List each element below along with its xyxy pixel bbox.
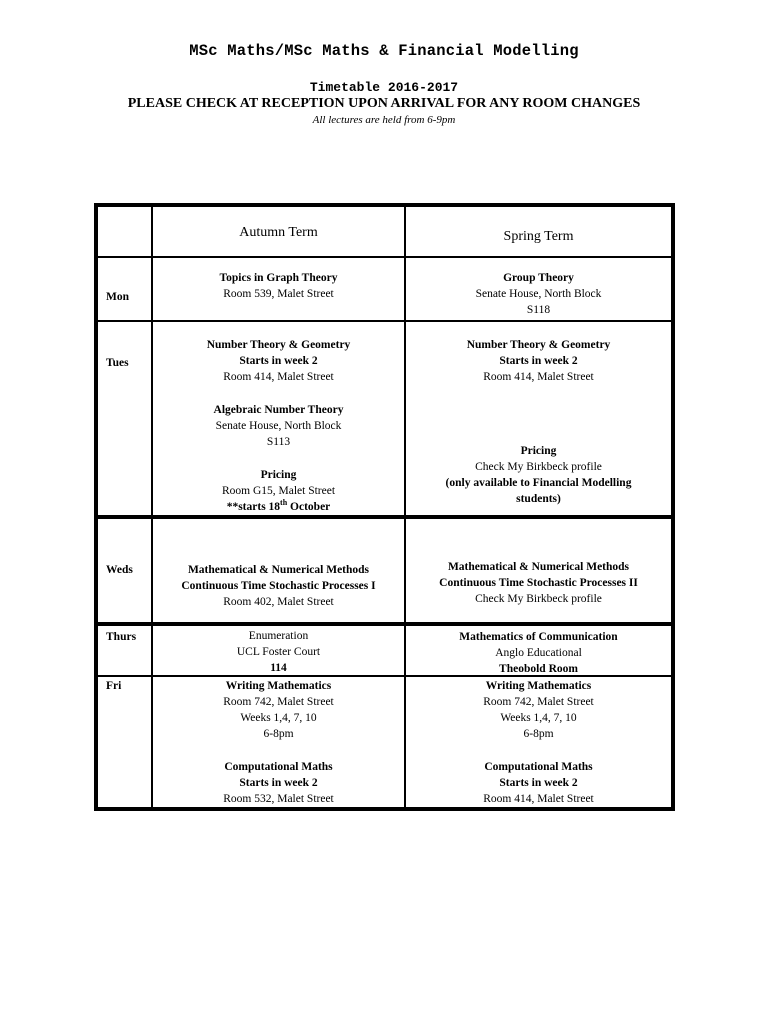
course-location: Senate House, North Block — [215, 420, 342, 432]
course-location: Room 532, Malet Street — [223, 793, 334, 805]
course-weeks: Weeks 1,4, 7, 10 — [500, 712, 577, 724]
course-location: Room G15, Malet Street — [221, 485, 336, 497]
day-thurs: Thurs — [98, 626, 151, 675]
thurs-autumn-cell — [153, 626, 404, 675]
lecture-time-note: All lectures are held from 6-9pm — [312, 114, 456, 126]
course-title: Mathematical & Numerical Methods — [187, 564, 370, 576]
course-weeks: Weeks 1,4, 7, 10 — [240, 712, 317, 724]
course-location: Room 539, Malet Street — [223, 288, 334, 300]
course-start-note: Starts in week 2 — [239, 355, 318, 367]
course-title: Writing Mathematics — [485, 680, 592, 692]
course-location: Room 742, Malet Street — [483, 696, 594, 708]
course-title: Computational Maths — [224, 761, 333, 773]
course-room: 114 — [270, 662, 287, 674]
course-location: Room 414, Malet Street — [223, 371, 334, 383]
course-room: S118 — [526, 304, 551, 316]
course-title: Number Theory & Geometry — [466, 339, 611, 351]
course-start-note: Starts in week 2 — [499, 355, 578, 367]
course-time: 6-8pm — [263, 728, 294, 740]
header-autumn-term: Autumn Term — [153, 207, 404, 256]
tues-autumn-cell — [153, 322, 404, 515]
header-spring-term: Spring Term — [406, 207, 671, 256]
course-location: Room 414, Malet Street — [483, 371, 594, 383]
header-empty-cell — [98, 207, 151, 256]
page-title: MSc Maths/MSc Maths & Financial Modelling — [189, 42, 579, 60]
availability-note-cont: students) — [516, 493, 561, 505]
course-location: Room 402, Malet Street — [223, 596, 334, 608]
weds-autumn-cell — [153, 519, 404, 622]
mon-autumn-cell — [153, 258, 404, 320]
course-room: S113 — [266, 436, 291, 448]
mon-spring-cell — [406, 258, 671, 320]
day-fri: Fri — [98, 677, 151, 807]
day-tues: Tues — [98, 322, 151, 515]
course-title: Topics in Graph Theory — [219, 272, 338, 284]
room-change-notice: PLEASE CHECK AT RECEPTION UPON ARRIVAL FOR ANY ROOM CHANGES — [127, 96, 641, 111]
course-room: Theobold Room — [499, 663, 578, 675]
day-weds: Weds — [98, 519, 151, 622]
tues-spring-cell — [406, 322, 671, 515]
course-location: Anglo Educational — [495, 647, 582, 659]
course-start-note: **starts 18th October — [226, 498, 331, 513]
course-title: Continuous Time Stochastic Processes II — [439, 577, 638, 589]
course-location: UCL Foster Court — [236, 646, 321, 658]
day-mon: Mon — [98, 258, 151, 320]
course-title: Group Theory — [503, 272, 574, 284]
fri-spring-cell — [406, 677, 671, 807]
course-location: Room 414, Malet Street — [483, 793, 594, 805]
course-start-note: Starts in week 2 — [239, 777, 318, 789]
availability-note: (only available to Financial Modelling — [445, 477, 632, 489]
course-title: Number Theory & Geometry — [206, 339, 351, 351]
course-title: Pricing — [260, 469, 297, 481]
fri-autumn-cell — [153, 677, 404, 807]
weds-spring-cell — [406, 519, 671, 622]
course-title: Continuous Time Stochastic Processes I — [181, 580, 376, 592]
course-title: Computational Maths — [484, 761, 593, 773]
course-title: Mathematics of Communication — [459, 631, 618, 643]
timetable-table — [94, 203, 675, 811]
course-title: Pricing — [520, 445, 557, 457]
course-title: Algebraic Number Theory — [213, 404, 344, 416]
course-location: Senate House, North Block — [475, 288, 602, 300]
course-time: 6-8pm — [523, 728, 554, 740]
course-title: Enumeration — [248, 630, 309, 642]
course-start-note: Starts in week 2 — [499, 777, 578, 789]
course-title: Mathematical & Numerical Methods — [447, 561, 630, 573]
course-location: Check My Birkbeck profile — [475, 593, 602, 605]
course-location: Room 742, Malet Street — [223, 696, 334, 708]
course-title: Writing Mathematics — [225, 680, 332, 692]
course-location: Check My Birkbeck profile — [475, 461, 602, 473]
thurs-spring-cell — [406, 626, 671, 675]
timetable-subtitle: Timetable 2016-2017 — [309, 80, 459, 95]
